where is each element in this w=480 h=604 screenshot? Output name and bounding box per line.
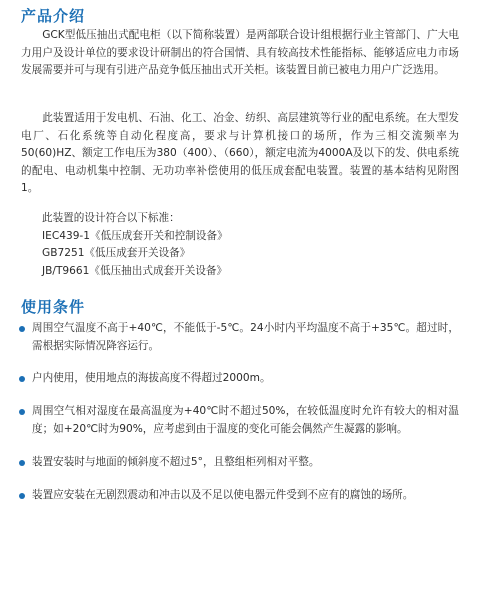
bullet-dot-icon — [19, 493, 25, 499]
condition-list-item — [19, 370, 459, 388]
intro-paragraph-2: 此装置适用于发电机、石油、化工、冶金、纺织、高层建筑等行业的配电系统。在大型发电厂、石化系统等自动化程度高，要求与计算机接口的场所，作为三相交流频率为50(60)HZ、额定工作电压为380（400）、（660），额定电流为4000A及以下的发、供电系统的配电、电动机集中控制、无功功率补偿使用的低压成套配电装置。装置的基本结构见附图1。 — [21, 112, 459, 195]
standard-item: IEC439-1《低压成套开关和控制设备》 — [42, 229, 228, 242]
condition-text: 周围空气相对湿度在最高温度为+40℃时不超过50%，在较低温度时允许有较大的相对温度；如+20℃时为90%，应考虑到由于温度的变化可能会偶然产生凝露的影响。 — [32, 405, 459, 435]
standard-item: GB7251《低压成套开关设备》 — [42, 247, 191, 260]
intro-paragraph-1: GCK型低压抽出式配电柜（以下简称装置）是两部联合设计组根据行业主管部门、广大电力用户及设计单位的要求设计研制出的符合国情、具有较高技术性能指标、能够适应电力市场发展需要并可与现有引进产品竞争低压抽出式开关柜。该装置目前已被电力用户广泛选用。 — [21, 29, 459, 77]
condition-list-item — [19, 320, 459, 355]
condition-text: 周围空气温度不高于+40℃，不能低于-5℃。24小时内平均温度不高于+35℃。超过时，需根据实际情况降容运行。 — [32, 322, 459, 352]
standards-block — [21, 210, 459, 280]
condition-list-item — [19, 403, 459, 438]
condition-list-item — [19, 454, 459, 472]
condition-list-item — [19, 487, 459, 505]
standard-item: JB/T9661《低压抽出式成套开关设备》 — [42, 264, 228, 277]
standards-intro: 此装置的设计符合以下标准： — [42, 212, 180, 224]
section-title-product-intro: 产品介绍 — [21, 7, 86, 25]
bullet-dot-icon — [19, 376, 25, 382]
condition-text: 户内使用，使用地点的海拔高度不得超过2000m。 — [32, 372, 271, 384]
bullet-dot-icon — [19, 409, 25, 415]
bullet-dot-icon — [19, 326, 25, 332]
condition-text: 装置应安装在无剧烈震动和冲击以及不足以使电器元件受到不应有的腐蚀的场所。 — [32, 489, 414, 501]
bullet-dot-icon — [19, 460, 25, 466]
condition-text: 装置安装时与地面的倾斜度不超过5°，且整组柜列相对平整。 — [32, 456, 320, 468]
section-title-usage-conditions: 使用条件 — [21, 298, 86, 316]
